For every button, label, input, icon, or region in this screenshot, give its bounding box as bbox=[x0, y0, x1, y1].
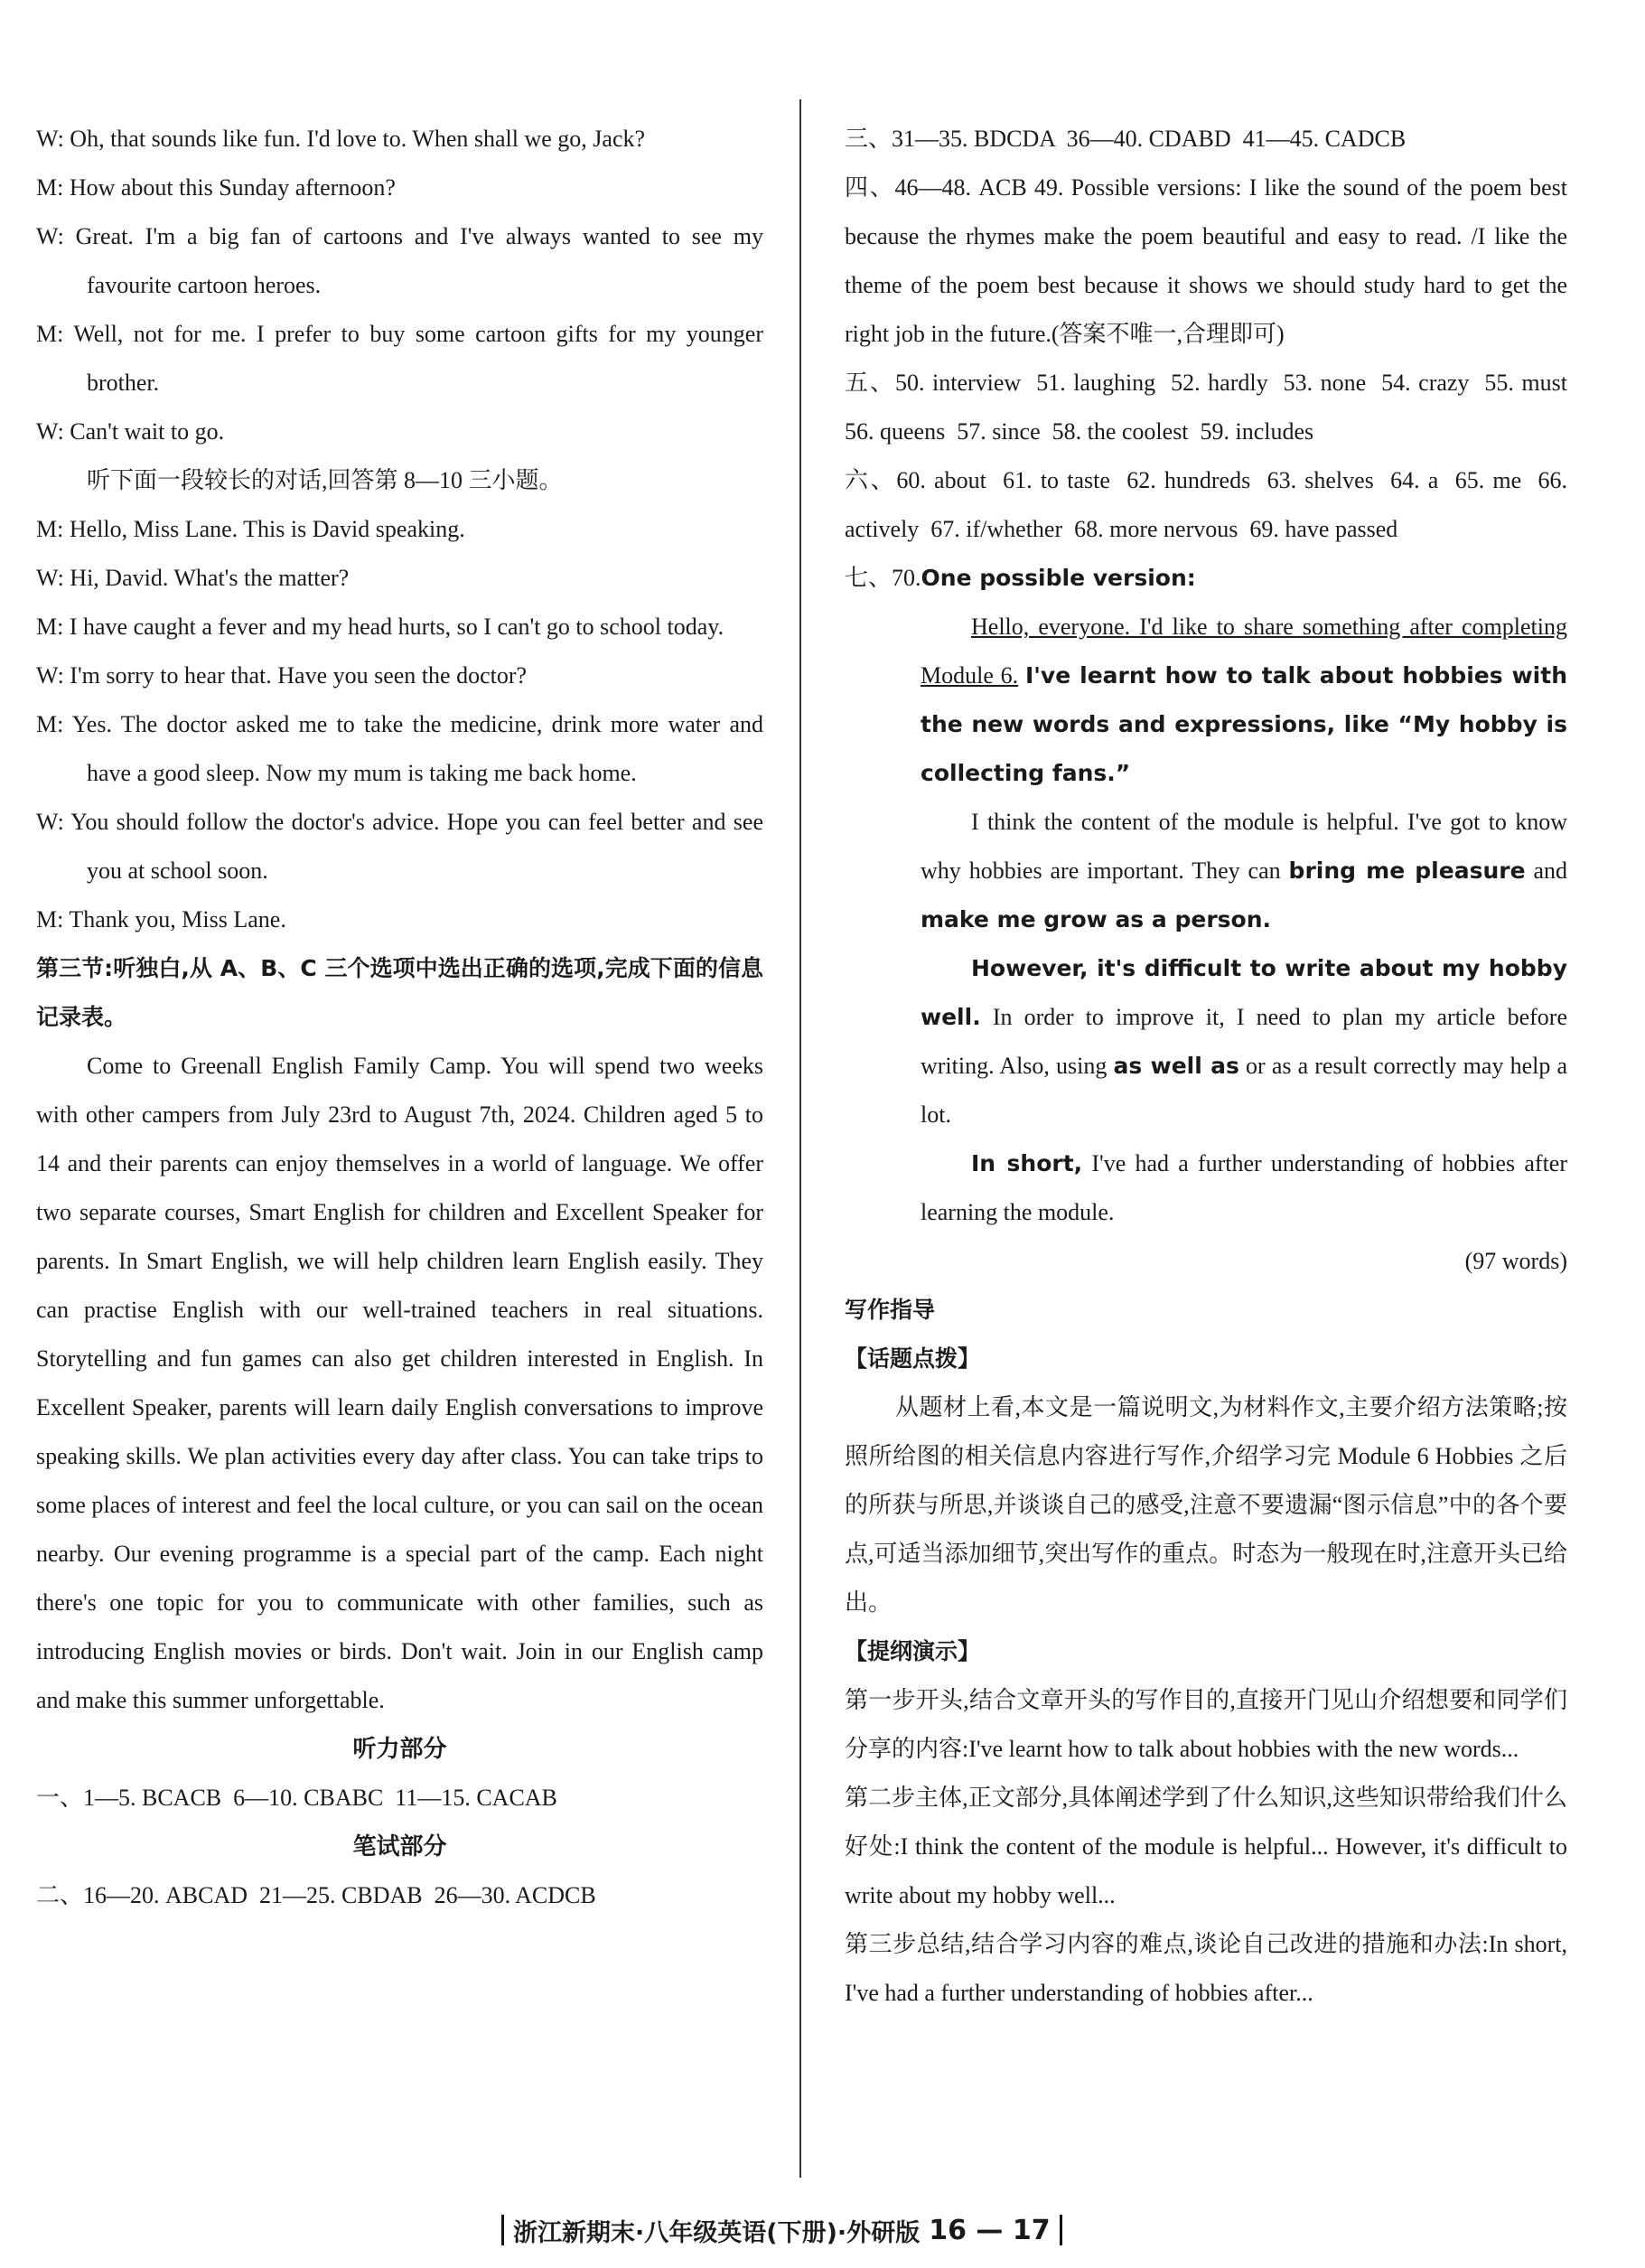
footer-bar bbox=[501, 2215, 504, 2245]
answer-line-6: 六、60. about 61. to taste 62. hundreds 63. shelves 64. a 65. me 66. actively 67. if/whether 68. more nervous 69. have passed bbox=[845, 467, 1574, 542]
outline-step-2: 第二步主体,正文部分,具体阐述学到了什么知识,这些知识带给我们什么好处:I think the content of the module is helpful... However, it's difficult to write about my hobby well... bbox=[845, 1785, 1567, 1908]
dialogue-line: M: Hello, Miss Lane. This is David speaking. bbox=[36, 516, 465, 542]
dialogue-line: W: Can't wait to go. bbox=[36, 418, 225, 445]
essay-bold-text: In short, bbox=[971, 1150, 1083, 1176]
dialogue-line: W: Hi, David. What's the matter? bbox=[36, 565, 350, 591]
column-divider bbox=[799, 99, 801, 2178]
essay-bold-text: I've learnt how to talk about hobbies with the new words and expressions, like “My hobby is collecting fans.” bbox=[921, 662, 1567, 786]
word-count: (97 words) bbox=[1464, 1248, 1567, 1274]
answer-line-4: 四、46—48. ACB 49. Possible versions: I like the sound of the poem best because the rhymes make the poem beautiful and easy to read. /I like the theme of the poem best because it shows we should study hard to get the right job in the future.(答案不唯一,合理即可) bbox=[845, 174, 1567, 347]
footer-title: 浙江新期末·八年级英语(下册)·外研版 bbox=[513, 2218, 921, 2247]
answer-line-2: 二、16—20. ABCAD 21—25. CBDAB 26—30. ACDCB bbox=[36, 1882, 596, 1908]
left-column bbox=[36, 115, 763, 1920]
dialogue-line: W: Oh, that sounds like fun. I'd love to. When shall we go, Jack? bbox=[36, 126, 646, 152]
essay-given-opening: Hello, everyone. I'd like to share something after completing Module 6. bbox=[921, 614, 1567, 689]
answer-line-1: 一、1—5. BCACB 6—10. CBABC 11—15. CACAB bbox=[36, 1785, 557, 1811]
section-heading: 第三节:听独白,从 A、B、C 三个选项中选出正确的选项,完成下面的信息记录表。 bbox=[36, 955, 763, 1030]
answer-line-5: 五、50. interview 51. laughing 52. hardly 53. none 54. crazy 55. must 56. queens 57. since 58. the coolest 59. includes bbox=[845, 370, 1579, 445]
monologue-passage: Come to Greenall English Family Camp. You will spend two weeks with other campers from July 23rd to August 7th, 2024. Children aged 5 to 14 and their parents can enjoy themselves in a world of language. We offer two separate courses, Smart English for children and Excellent Speaker for parents. In Smart English, we will help children learn English easily. They can practise English with our well-trained teachers in real situations. Storytelling and fun games can also get children interested in English. In Excellent Speaker, parents will learn daily English conversations to improve speaking skills. We plan activities every day after class. You can take trips to some places of interest and feel the local culture, or you can sail on the ocean nearby. Our evening programme is a special part of the camp. Each night there's one topic for you to communicate with other families, such as introducing English movies or birds. Don't wait. Join in our English camp and make this summer unforgettable. bbox=[36, 1053, 763, 1713]
written-title: 笔试部分 bbox=[352, 1833, 447, 1860]
page-numbers: 16 — 17 bbox=[929, 2214, 1051, 2246]
essay-text: In order to improve it, I need to plan my article before writing. Also, using bbox=[921, 1004, 1567, 1079]
essay-paragraph-2 bbox=[845, 798, 1567, 944]
essay-bold-text: bring me pleasure bbox=[1288, 858, 1526, 884]
page-footer bbox=[501, 2212, 1062, 2248]
dialogue-line: M: Well, not for me. I prefer to buy some cartoon gifts for my younger brother. bbox=[36, 321, 763, 396]
dialogue-line: M: Yes. The doctor asked me to take the medicine, drink more water and have a good sleep. Now my mum is taking me back home. bbox=[36, 711, 763, 786]
answer-7-heading: One possible version: bbox=[921, 565, 1196, 591]
essay-bold-text: However, it's difficult to write about my hobby well. bbox=[921, 955, 1567, 1030]
essay-text: and bbox=[1533, 858, 1568, 884]
essay-bold-text: make me grow as a person. bbox=[921, 906, 1272, 933]
footer-bar bbox=[1060, 2215, 1062, 2245]
outline-step-3: 第三步总结,结合学习内容的难点,谈论自己改进的措施和办法:In short, I've had a further understanding of hobbies after... bbox=[845, 1931, 1567, 2006]
dialogue-line: W: Great. I'm a big fan of cartoons and I've always wanted to see my favourite cartoon heroes. bbox=[36, 223, 763, 298]
outline-label: 【提纲演示】 bbox=[845, 1638, 981, 1664]
dialogue-line: M: Thank you, Miss Lane. bbox=[36, 906, 286, 933]
answer-line-7 bbox=[845, 554, 1567, 603]
dialogue-line: W: I'm sorry to hear that. Have you seen the doctor? bbox=[36, 662, 528, 689]
dialogue-line: W: You should follow the doctor's advice. Hope you can feel better and see you at school soon. bbox=[36, 809, 763, 884]
essay-text: I've had a further understanding of hobbies after learning the module. bbox=[921, 1150, 1568, 1225]
instruction-line: 听下面一段较长的对话,回答第 8—10 三小题。 bbox=[87, 467, 563, 493]
essay-bold-text: as well as bbox=[1113, 1053, 1239, 1079]
dialogue-line: M: How about this Sunday afternoon? bbox=[36, 174, 396, 201]
outline-step-1: 第一步开头,结合文章开头的写作目的,直接开门见山介绍想要和同学们分享的内容:I've learnt how to talk about hobbies with the new words... bbox=[845, 1687, 1567, 1762]
answer-7-label: 七、70. bbox=[845, 565, 921, 591]
essay-text: or as a result correctly may help a lot. bbox=[921, 1053, 1568, 1128]
essay-paragraph-4 bbox=[845, 1139, 1567, 1237]
essay-text: I think the content of the module is helpful. I've got to know why hobbies are important. They can bbox=[921, 809, 1567, 884]
topic-label: 【话题点拨】 bbox=[845, 1345, 981, 1372]
right-column bbox=[845, 115, 1579, 2018]
answer-line-3: 三、31—35. BDCDA 36—40. CDABD 41—45. CADCB bbox=[845, 126, 1407, 152]
guide-title: 写作指导 bbox=[845, 1297, 936, 1323]
topic-text: 从题材上看,本文是一篇说明文,为材料作文,主要介绍方法策略;按照所给图的相关信息内容进行写作,介绍学习完 Module 6 Hobbies 之后的所获与所思,并谈谈自己的感受,注意不要遗漏“图示信息”中的各个要点,可适当添加细节,突出写作的重点。时态为一般现在时,注意开头已给出。 bbox=[845, 1394, 1567, 1616]
listening-title: 听力部分 bbox=[352, 1736, 447, 1763]
essay-paragraph-3 bbox=[845, 944, 1567, 1139]
dialogue-line: M: I have caught a fever and my head hurts, so I can't go to school today. bbox=[36, 614, 724, 640]
essay-paragraph-1 bbox=[845, 603, 1567, 798]
